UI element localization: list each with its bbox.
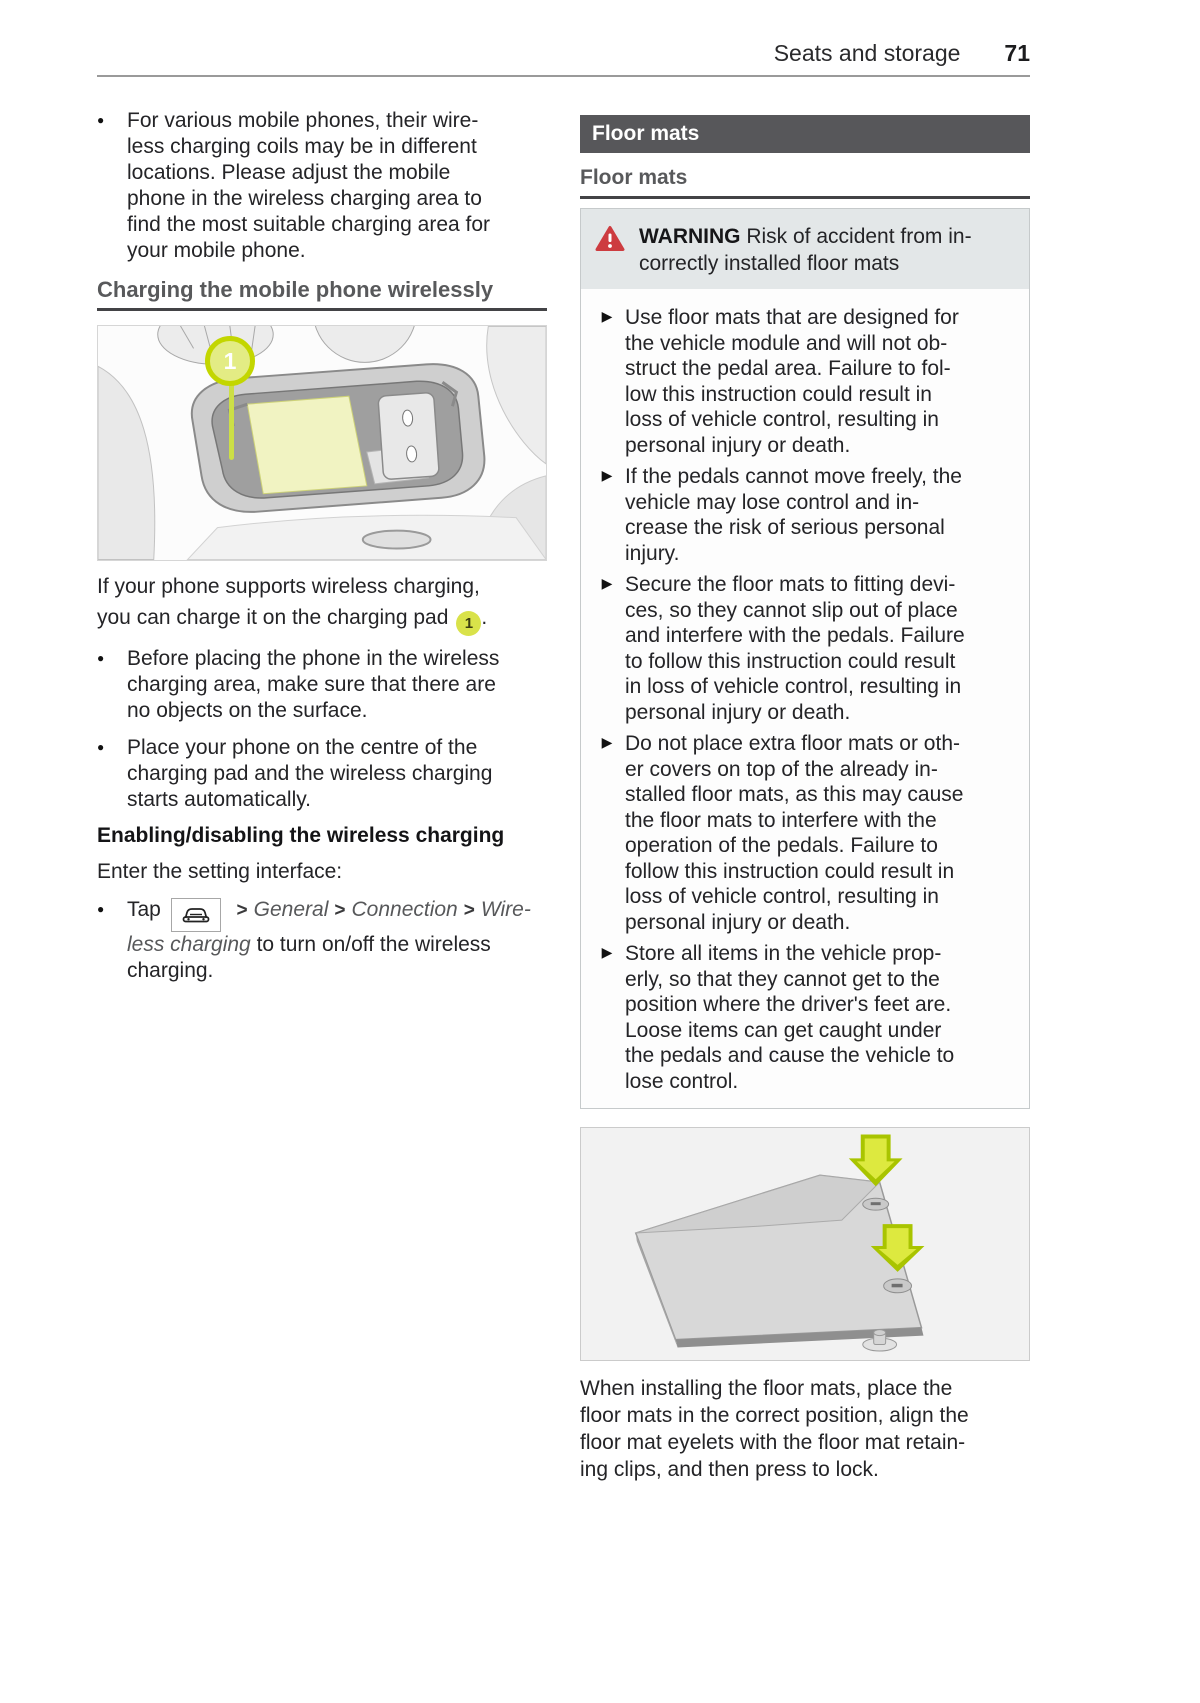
warning-line2: correctly installed floor mats [639,252,900,275]
warning-bullet-text: Use floor mats that are designed for the vehicle module and will not ob- struct the pedal area. Failure to fol- low this instruction could result in loss of vehicle control, resulting in personal injury or death. [625,306,959,457]
page-header [774,40,1030,67]
warning-bullet-text: Do not place extra floor mats or oth- er covers on top of the already in- stalled floor mats, as this may cause the floor mats to interfere with the operation of the pedals. Failure to follow this instruction could result in loss of vehicle control, resulting in personal injury or death. [625,732,964,934]
bullet-disc-icon: ● [97,651,105,665]
arrow-bullet-icon: ▶ [601,734,613,750]
callout-1: 1 [205,336,255,386]
warning-bullet-list [581,289,1029,1108]
path-separator: > [236,900,248,921]
menu-item-connection: Connection [351,898,458,921]
menu-item-general: General [253,898,329,921]
warning-line1: Risk of accident from in- [740,225,972,248]
warning-text [639,223,972,277]
intro-bullet-text: For various mobile phones, their wire- less charging coils may be in different locations. Please adjust the mobile phone in the wireless charging area to find the most suitable charging area for your mobile phone. [127,109,491,262]
warning-triangle-icon [595,223,625,257]
subheading-enable-disable: Enabling/disabling the wireless charging [97,824,505,847]
place-phone-bullet [97,735,547,813]
place-phone-text: Place your phone on the centre of the charging pad and the wireless charging starts automatically. [127,736,493,811]
warning-label: WARNING [639,225,741,248]
page-number: 71 [1004,40,1030,66]
figure-floor-mat [580,1127,1030,1361]
path-separator: > [463,900,475,921]
floor-mat-illustration [581,1128,1029,1360]
callout-stem [229,382,234,460]
chapter-bar-floor-mats: Floor mats [580,115,1030,153]
bullet-disc-icon: ● [97,902,105,916]
menu-item-wireless-2: less charging [127,933,251,956]
section-heading-charging: Charging the mobile phone wirelessly [97,277,494,302]
warning-bullet-text: Store all items in the vehicle prop- erly, so that they cannot get to the position where the driver's feet are. Loose items can get caught under the pedals and cause the vehicle to lose control. [625,942,955,1093]
arrow-bullet-icon: ▶ [601,467,613,483]
subheading-floor-mats: Floor mats [580,166,688,189]
before-placing-text: Before placing the phone in the wireless charging area, make sure that there are no objects on the surface. [127,647,500,722]
chapter-title: Seats and storage [773,40,961,66]
warning-bullet-text: Secure the floor mats to fitting devi- ces, so they cannot slip out of place and interfere with the pedals. Failure to follow this instruction could result in loss of vehicle control, resulting in personal injury or death. [625,573,965,724]
figure-charging-pad [97,325,547,561]
warning-box [580,208,1030,1109]
car-icon [171,898,221,932]
pad-paragraph-line1: If your phone supports wireless charging, [97,575,480,598]
bullet-disc-icon: ● [97,113,105,127]
right-column [580,115,1030,1483]
pad-paragraph [97,571,547,636]
arrow-bullet-icon: ▶ [601,575,613,591]
enter-setting-line: Enter the setting interface: [97,860,343,883]
install-paragraph: When installing the floor mats, place the floor mats in the correct position, align the floor mat eyelets with the floor mat retain- ing clips, and then press to lock. [580,1377,969,1481]
bullet-disc-icon: ● [97,740,105,754]
dashboard-illustration [98,326,546,560]
tap-instruction-bullet [97,897,547,984]
pad-paragraph-line2: you can charge it on the charging pad [97,606,449,629]
tap-word: Tap [127,898,161,921]
left-column [97,108,547,984]
warning-bullet [589,731,1017,935]
before-placing-bullet [97,646,547,724]
inline-badge-1: 1 [456,611,481,636]
path-separator: > [334,900,346,921]
warning-bullet [589,941,1017,1094]
subheading-rule [580,196,1030,199]
menu-item-wireless-1: Wire- [480,898,531,921]
pad-paragraph-period: . [481,606,488,629]
tap-rest-line3: charging. [127,959,214,982]
tap-instruction-text [127,897,547,984]
warning-bullet [589,464,1017,566]
section-heading-rule [97,308,547,311]
warning-bullet [589,305,1017,458]
tap-rest-line2: to turn on/off the wireless [250,933,491,956]
warning-bullet [589,572,1017,725]
intro-bullet [97,108,547,264]
arrow-bullet-icon: ▶ [601,308,613,324]
warning-bullet-text: If the pedals cannot move freely, the vehicle may lose control and in- crease the risk of serious personal injury. [625,465,962,565]
warning-header [581,209,1029,289]
arrow-bullet-icon: ▶ [601,944,613,960]
header-rule [97,75,1030,77]
